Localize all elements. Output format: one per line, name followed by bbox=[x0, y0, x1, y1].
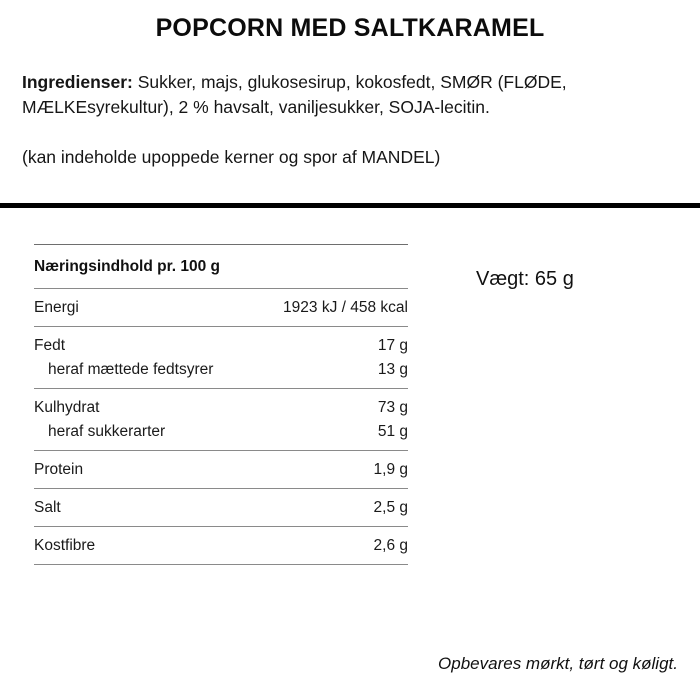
nutrient-value-fibre: 2,6 g bbox=[373, 537, 408, 554]
nutrition-section bbox=[0, 208, 700, 700]
nutrient-line-saturates bbox=[34, 361, 408, 379]
nutrient-label-energy: Energi bbox=[34, 299, 79, 316]
nutrient-value-protein: 1,9 g bbox=[373, 461, 408, 478]
ingredients-label: Ingredienser: bbox=[22, 72, 133, 92]
nutrient-label-protein: Protein bbox=[34, 461, 84, 478]
table-row bbox=[34, 489, 408, 526]
nutrient-label-fibre: Kostfibre bbox=[34, 537, 96, 554]
table-row bbox=[34, 327, 408, 388]
table-row bbox=[34, 527, 408, 564]
ingredients-text: Sukker, majs, glukosesirup, kokosfedt, SMØR (FLØDE, MÆLKEsyrekultur), 2 % havsalt, vaniljesukker, SOJA-lecitin. bbox=[22, 72, 567, 118]
intro-section bbox=[0, 70, 700, 170]
table-row bbox=[34, 289, 408, 326]
nutrition-table bbox=[34, 244, 408, 565]
ingredients-paragraph bbox=[22, 70, 678, 121]
nutrient-value-fat: 17 g bbox=[377, 337, 408, 354]
page-title: POPCORN MED SALTKARAMEL bbox=[155, 14, 545, 42]
net-weight: Vægt: 65 g bbox=[476, 268, 574, 290]
nutrient-value-salt: 2,5 g bbox=[373, 499, 408, 516]
nutrient-value-saturates: 13 g bbox=[377, 361, 408, 378]
nutrient-value-energy: 1923 kJ / 458 kcal bbox=[283, 299, 408, 316]
table-bottom-rule bbox=[34, 564, 408, 565]
nutrient-label-fat: Fedt bbox=[34, 337, 66, 354]
nutrient-line-carbs bbox=[34, 399, 408, 417]
table-row bbox=[34, 389, 408, 450]
nutrient-line-fat bbox=[34, 337, 408, 355]
nutrient-label-salt: Salt bbox=[34, 499, 61, 516]
nutrient-value-carbs: 73 g bbox=[377, 399, 408, 416]
nutrient-label-sugars: heraf sukkerarter bbox=[48, 423, 166, 440]
may-contain-note: (kan indeholde upoppede kerner og spor af MANDEL) bbox=[22, 146, 441, 167]
nutrition-table-header: Næringsindhold pr. 100 g bbox=[34, 258, 221, 275]
table-row bbox=[34, 451, 408, 488]
nutrient-label-carbs: Kulhydrat bbox=[34, 399, 100, 416]
nutrient-label-saturates: heraf mættede fedtsyrer bbox=[48, 361, 214, 378]
nutrient-line-sugars bbox=[34, 423, 408, 441]
nutrient-value-sugars: 51 g bbox=[377, 423, 408, 440]
storage-instructions: Opbevares mørkt, tørt og køligt. bbox=[438, 654, 678, 673]
